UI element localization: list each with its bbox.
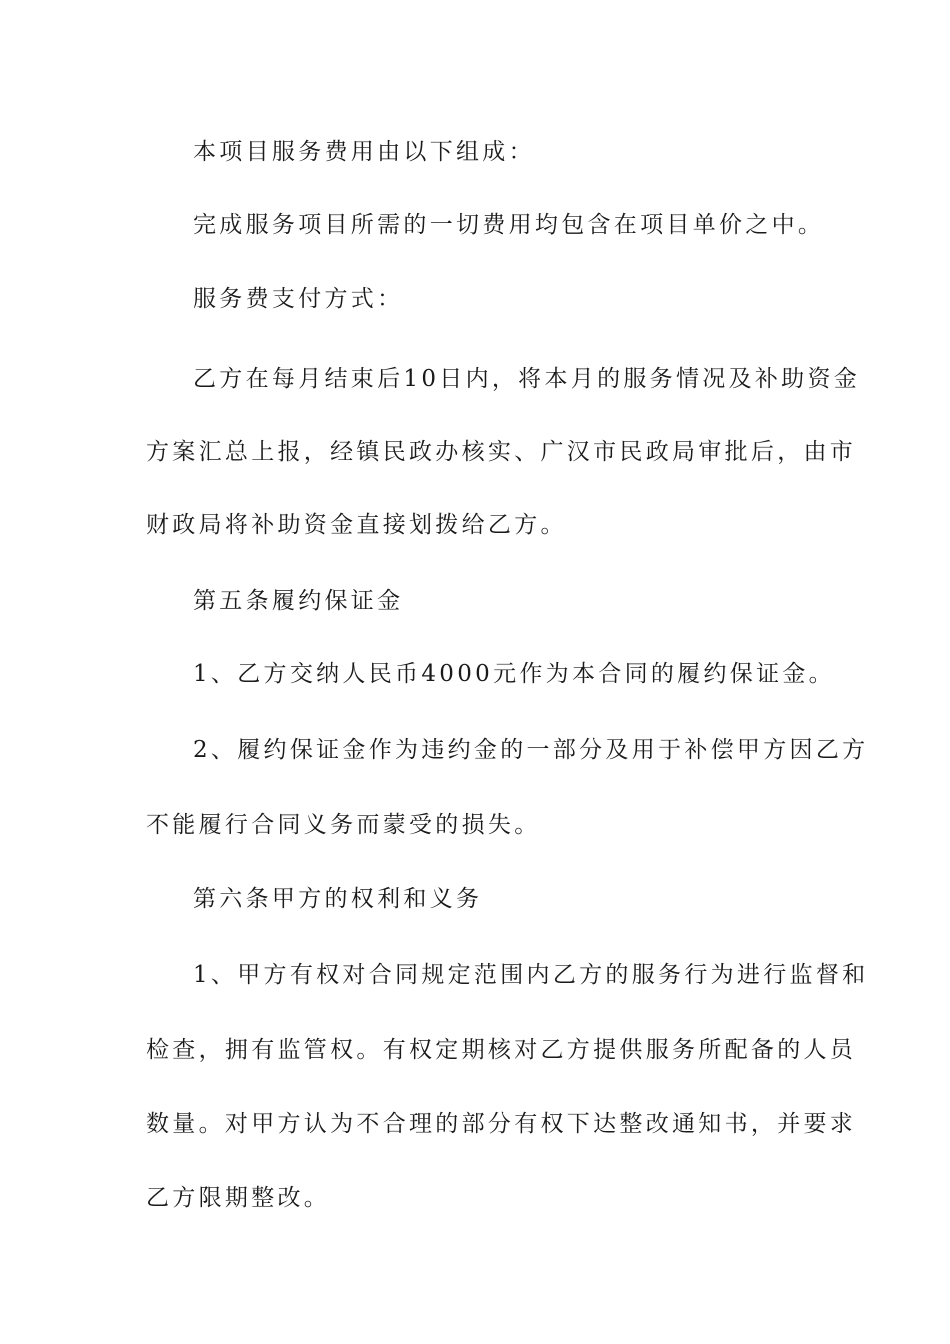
paragraph-fee-composition: 本项目服务费用由以下组成： — [193, 139, 535, 165]
paragraph-fee-included: 完成服务项目所需的一切费用均包含在项目单价之中。 — [193, 212, 825, 238]
paragraph-party-a-rights-line-2: 检查，拥有监管权。有权定期核对乙方提供服务所配备的人员 — [146, 1037, 857, 1063]
paragraph-party-a-rights-line-1: 1、甲方有权对合同规定范围内乙方的服务行为进行监督和 — [193, 962, 869, 988]
section-heading-article-6: 第六条甲方的权利和义务 — [193, 886, 483, 912]
paragraph-payment-method: 服务费支付方式： — [193, 286, 404, 312]
paragraph-payment-line-2: 方案汇总上报，经镇民政办核实、广汉市民政局审批后，由市 — [146, 439, 857, 465]
paragraph-deposit-2-line-2: 不能履行合同义务而蒙受的损失。 — [146, 812, 541, 838]
paragraph-deposit-1: 1、乙方交纳人民币4000元作为本合同的履约保证金。 — [193, 661, 835, 687]
paragraph-party-a-rights-line-4: 乙方限期整改。 — [146, 1185, 331, 1211]
paragraph-payment-line-1: 乙方在每月结束后10日内，将本月的服务情况及补助资金 — [193, 366, 861, 392]
paragraph-payment-line-3: 财政局将补助资金直接划拨给乙方。 — [146, 512, 567, 538]
paragraph-party-a-rights-line-3: 数量。对甲方认为不合理的部分有权下达整改通知书，并要求 — [146, 1111, 857, 1137]
paragraph-deposit-2-line-1: 2、履约保证金作为违约金的一部分及用于补偿甲方因乙方 — [193, 737, 869, 763]
section-heading-article-5: 第五条履约保证金 — [193, 588, 404, 614]
